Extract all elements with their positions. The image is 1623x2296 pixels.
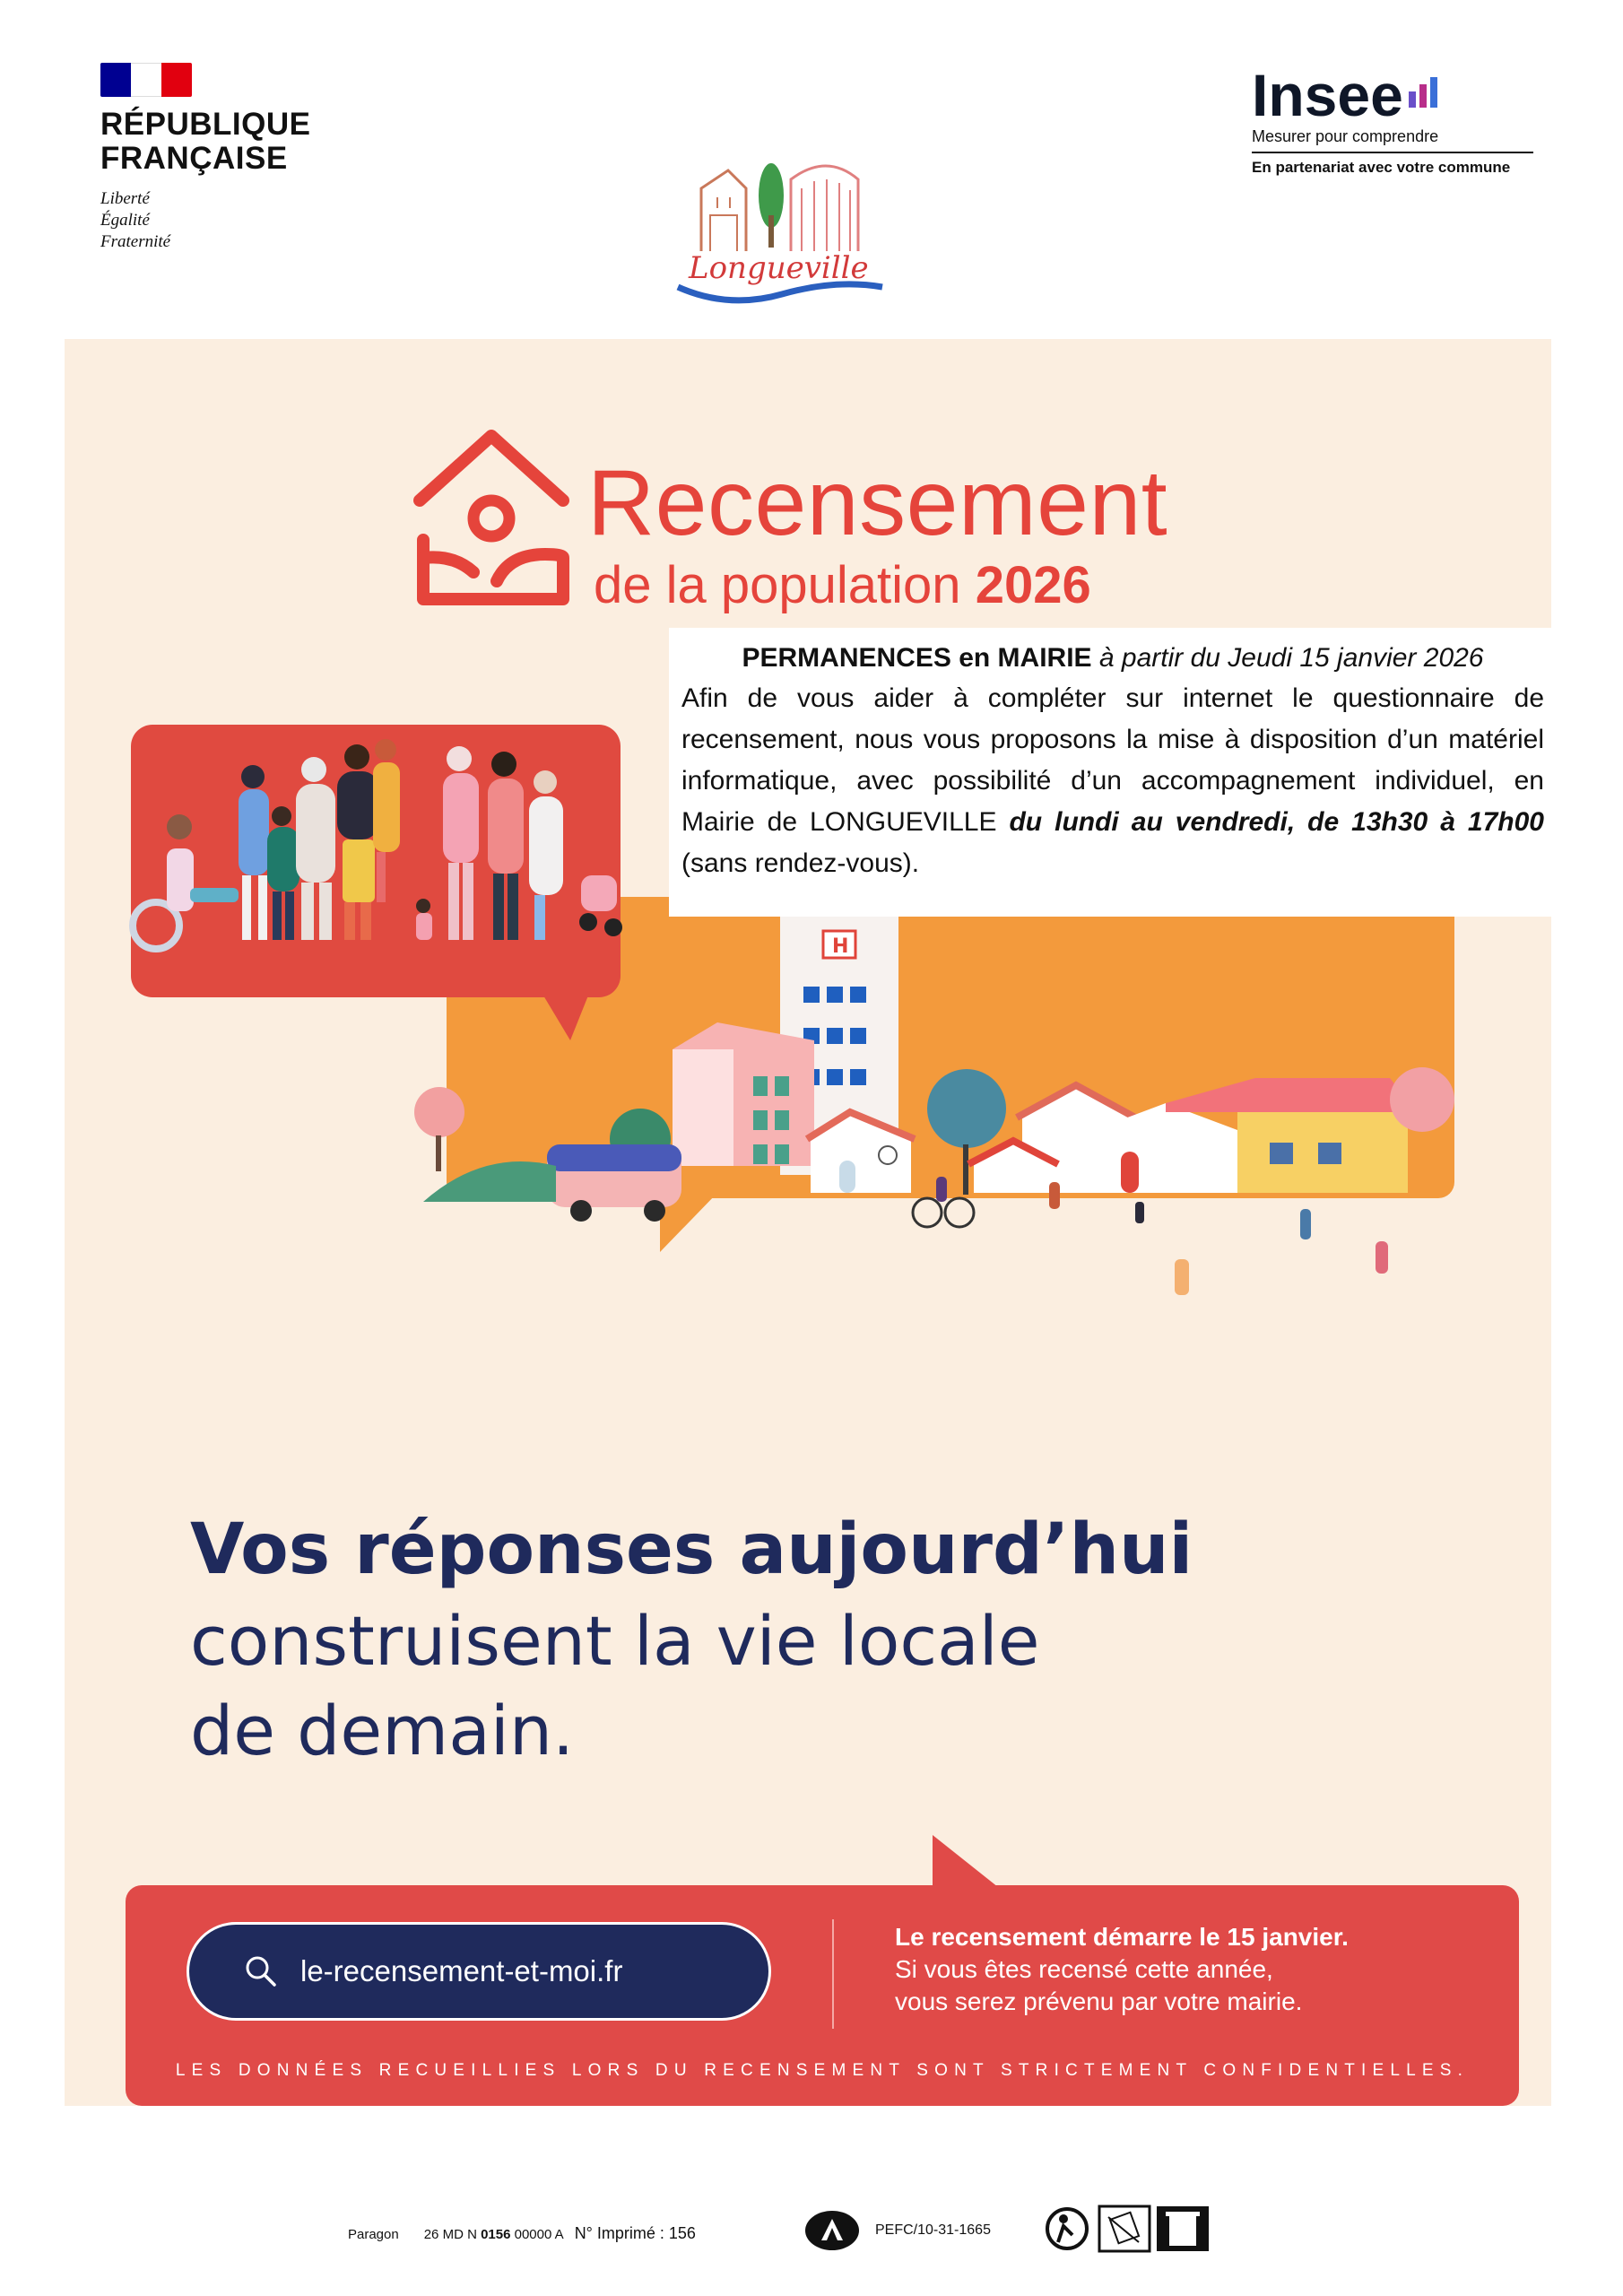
bin-icon <box>1157 2206 1209 2251</box>
website-search-pill[interactable] <box>187 1922 771 2021</box>
rf-motto: Liberté Égalité Fraternité <box>100 189 171 251</box>
banner-divider <box>832 1919 834 2029</box>
pefc-label: PEFC/10-31-1665 <box>803 2208 991 2253</box>
census-year: 2026 <box>975 556 1091 614</box>
recycling-person-icon <box>1047 2209 1087 2248</box>
headline <box>190 1503 1266 1776</box>
rf-name: RÉPUBLIQUE FRANÇAISE <box>100 107 311 176</box>
longueville-commune-logo <box>674 152 886 310</box>
insee-logo <box>1252 63 1539 177</box>
notice-hours: du lundi au vendredi, de 13h30 à 17h00 <box>1009 807 1544 837</box>
confidentiality-notice: LES DONNÉES RECUEILLIES LORS DU RECENSEMENT SONT STRICTEMENT CONFIDENTIELLES. <box>175 2061 1470 2080</box>
republique-francaise-logo <box>100 63 334 253</box>
recycling-icons <box>1044 2203 1214 2255</box>
headline-line3: de demain. <box>190 1691 575 1770</box>
notice-heading: PERMANENCES en MAIRIE à partir du Jeudi 15 janvier 2026 <box>742 643 1484 673</box>
permanence-notice <box>669 628 1557 917</box>
insee-tagline: Mesurer pour comprendre <box>1252 127 1533 153</box>
pefc-icon <box>803 2208 861 2253</box>
banner-speech-tab <box>933 1835 1002 1891</box>
census-title: Recensement <box>587 451 1168 555</box>
headline-line2: construisent la vie locale <box>190 1601 1040 1681</box>
website-url[interactable]: le-recensement-et-moi.fr <box>300 1954 623 1987</box>
paper-icon <box>1099 2206 1150 2251</box>
print-reference: Paragon 26 MD N 0156 00000 A N° Imprimé : 156 <box>348 2224 696 2242</box>
census-subtitle: de la population 2026 <box>594 556 1091 614</box>
census-house-person-icon <box>411 423 572 612</box>
headline-line1: Vos réponses aujourd’hui <box>190 1509 1193 1590</box>
banner-info: Le recensement démarre le 15 janvier. Si vous êtes recensé cette année, vous serez prévenu par votre mairie. <box>895 1923 1349 2015</box>
insee-partnership: En partenariat avec votre commune <box>1252 159 1511 176</box>
insee-bars-icon <box>1409 77 1441 108</box>
hospital-sign: H <box>832 935 849 958</box>
notice-body: Afin de vous aider à compléter sur internet le questionnaire de recensement, nous vous proposons la mise à disposition d’un matériel informatique, avec possibilité d’un accompagnement individuel, en Mairie de LONGUEVILLE du lundi au vendredi, de 13h30 à 17h00 (sans rendez-vous). <box>681 683 1544 878</box>
french-flag-icon <box>100 63 192 97</box>
search-icon <box>243 1953 279 1989</box>
commune-logo-lettering: Longueville <box>689 250 869 286</box>
insee-wordmark: Insee <box>1252 62 1403 128</box>
